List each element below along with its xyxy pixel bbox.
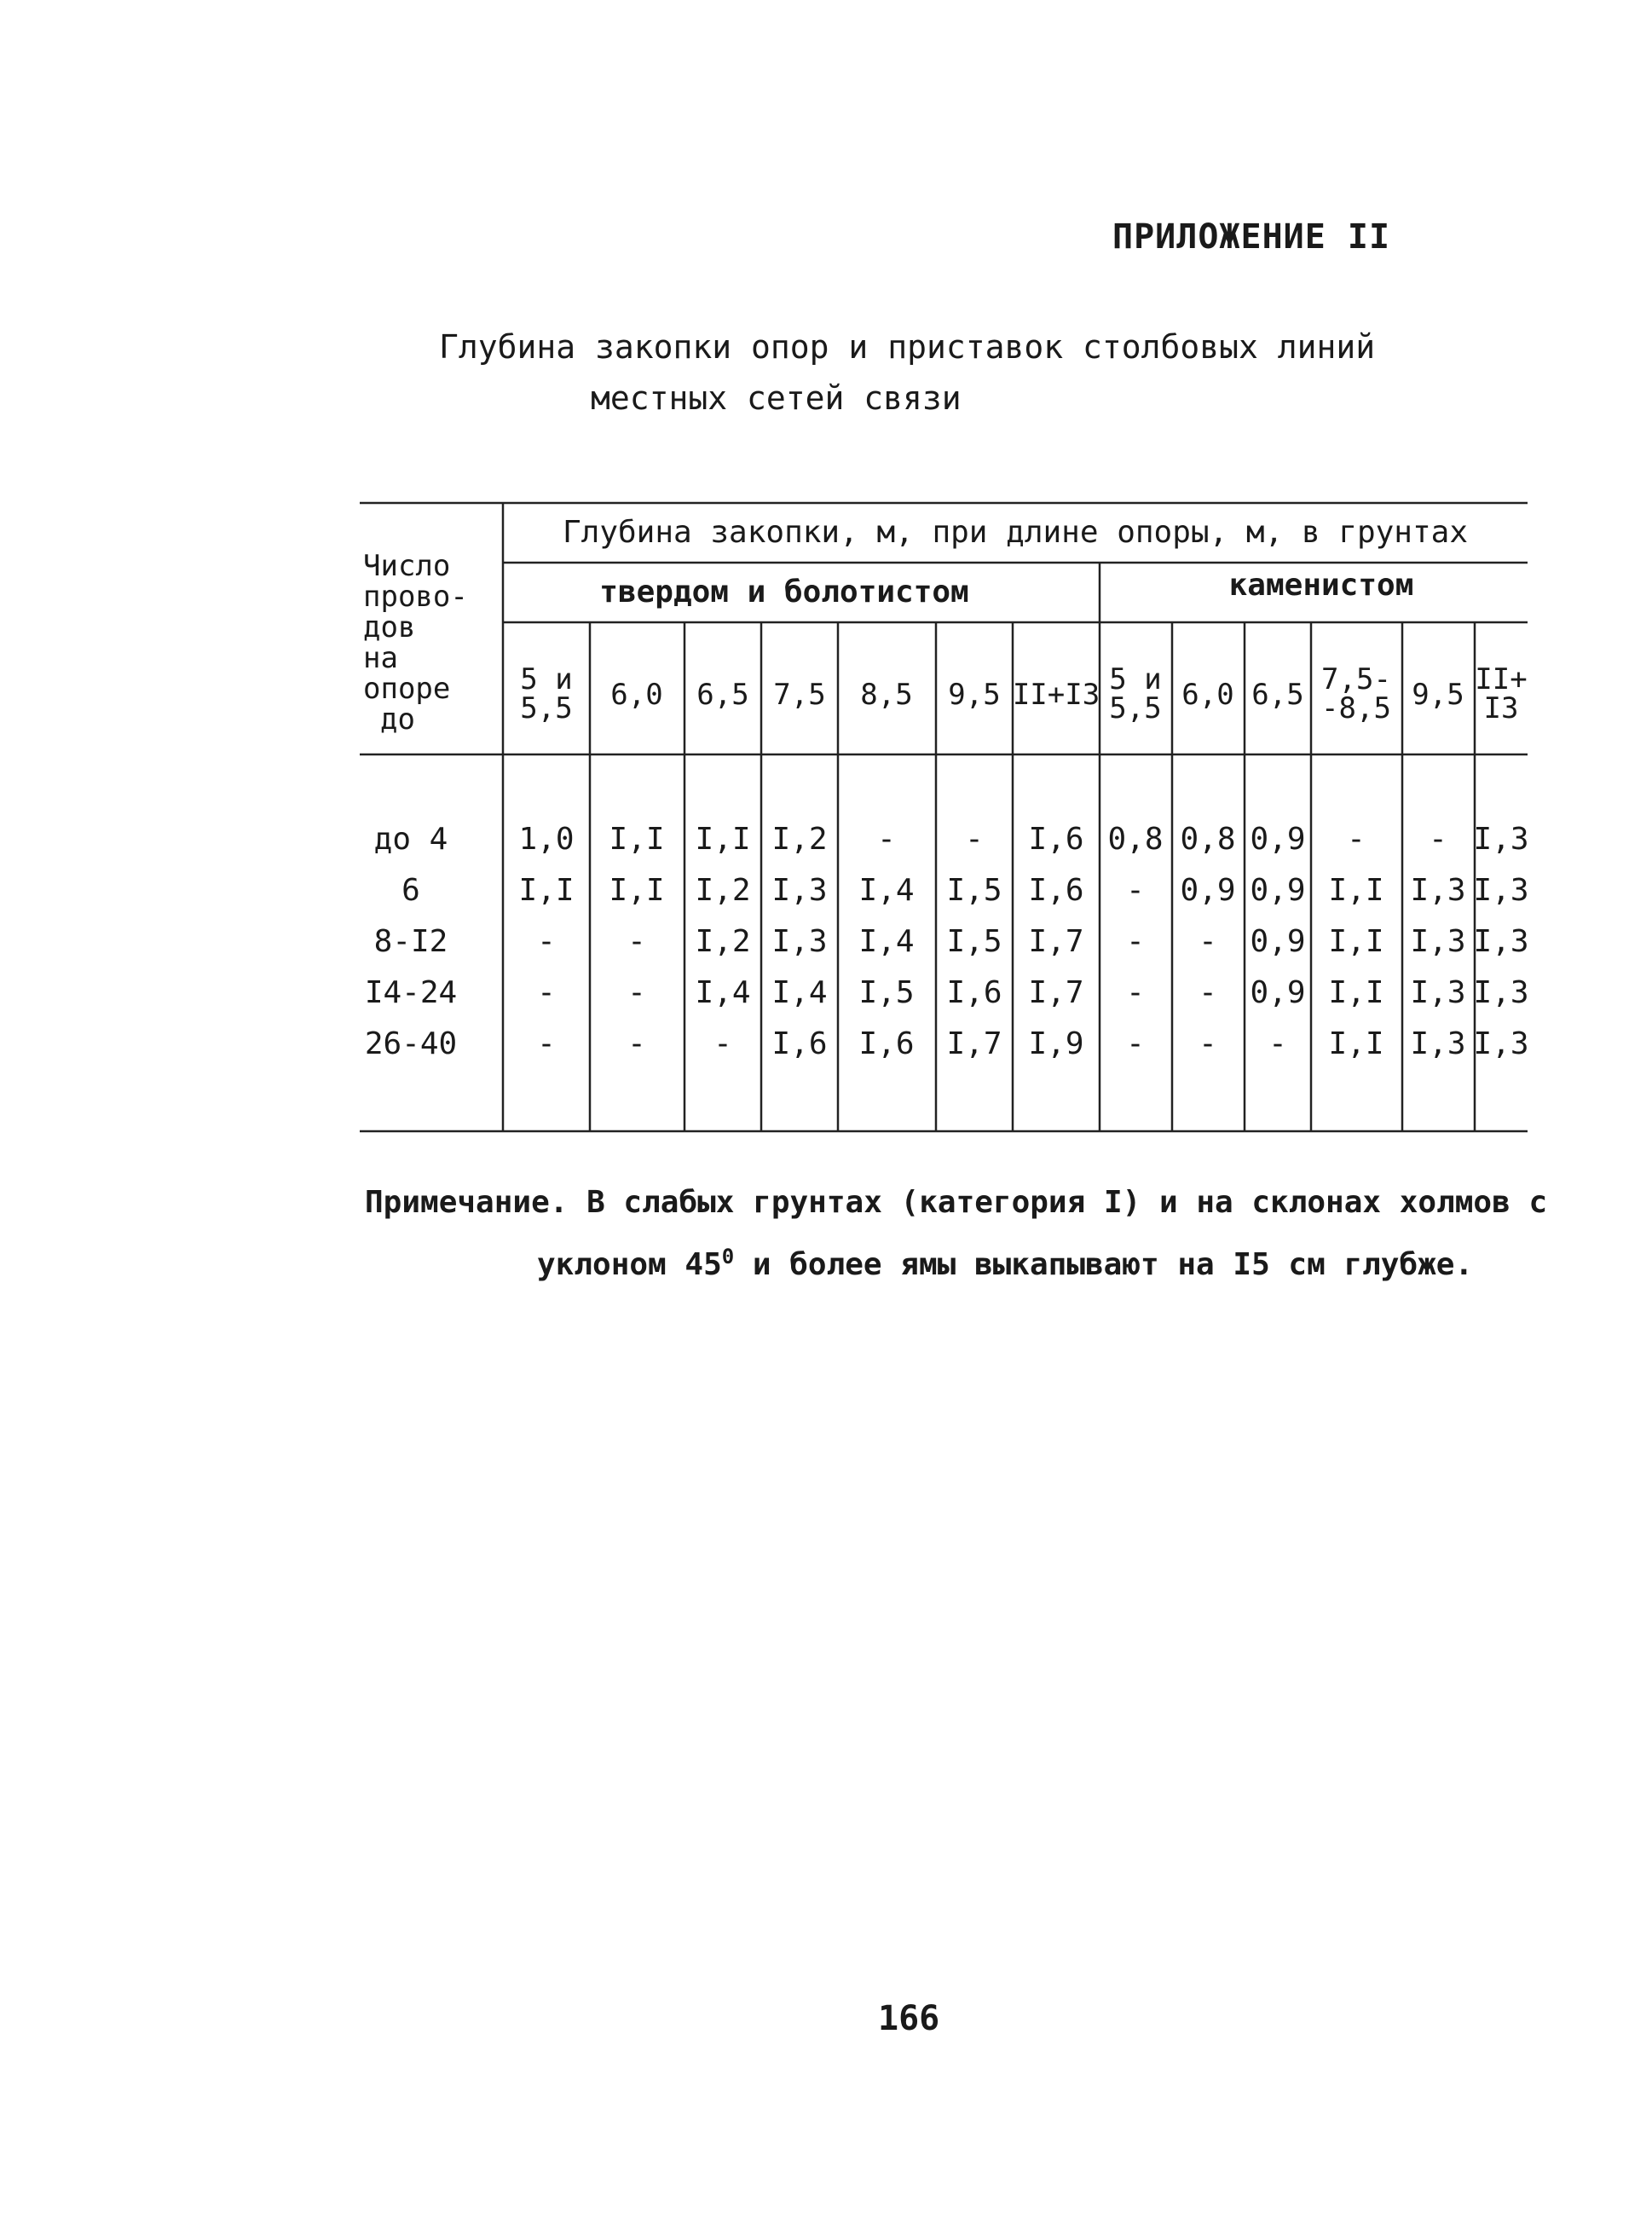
table-cell: 0,9 [1250, 873, 1306, 908]
row-label: 26-40 [364, 1026, 458, 1061]
table-cell: I,6 [858, 1026, 915, 1061]
table-title-line2: местных сетей связи [591, 379, 962, 417]
row-header-line2: прово- [363, 580, 468, 614]
table-cell: I,3 [771, 873, 828, 908]
table-cell: 0,9 [1250, 924, 1306, 959]
table-cell: I,I [1328, 924, 1384, 959]
table-cell: I,3 [1473, 924, 1529, 959]
note-line2-post: и более ямы выкапывают на I5 см глубже. [734, 1247, 1474, 1282]
note-line1: Примечание. В слабых грунтах (категория I) и на склонах холмов с [365, 1185, 1548, 1220]
table-cell: - [1126, 873, 1145, 908]
table-cell: I,5 [946, 873, 1002, 908]
table-cell: I,2 [695, 924, 751, 959]
table-cell: 0,8 [1180, 822, 1236, 857]
column-header: 6,5 [1251, 678, 1304, 712]
column-header: 7,5 [773, 678, 826, 712]
column-header: II+I3 [1012, 678, 1100, 712]
note-line2 [537, 1245, 1473, 1282]
table-cell: - [537, 975, 556, 1010]
group-header-hard-swampy: твердом и болотистом [599, 575, 969, 610]
table-cell: 0,9 [1180, 873, 1236, 908]
table-cell: - [965, 822, 984, 857]
table-cell: I,7 [946, 1026, 1002, 1061]
table-cell: I,3 [771, 924, 828, 959]
table-cell: I,I [695, 822, 751, 857]
column-header: 5,5 [1109, 691, 1162, 725]
table-cell: I,3 [1410, 1026, 1466, 1061]
table-cell: I,I [609, 822, 665, 857]
row-label: 8-I2 [373, 924, 448, 959]
row-label: до 4 [373, 822, 448, 857]
row-header-line6: до [380, 702, 415, 737]
table-cell: 0,9 [1250, 822, 1306, 857]
column-header: 9,5 [1412, 678, 1464, 712]
column-header: 5 и [520, 662, 573, 696]
table-cell: - [1429, 822, 1447, 857]
note-line2-pre: уклоном 45 [537, 1247, 722, 1282]
column-header: 7,5- [1321, 662, 1391, 696]
table-cell: - [537, 924, 556, 959]
table-cell: - [713, 1026, 732, 1061]
appendix-label: ПРИЛОЖЕНИЕ II [1112, 217, 1391, 257]
table-cell: I,5 [858, 975, 915, 1010]
column-header: 6,0 [1181, 678, 1234, 712]
column-header: II+ [1475, 662, 1528, 696]
column-header: 8,5 [860, 678, 913, 712]
column-header: 5,5 [520, 691, 573, 725]
table-cell: I,5 [946, 924, 1002, 959]
table-cell: I,3 [1473, 975, 1529, 1010]
table-cell: I,3 [1473, 1026, 1529, 1061]
row-label: 6 [401, 873, 420, 908]
table-cell: - [1199, 1026, 1217, 1061]
row-header-line5: опоре [363, 672, 451, 706]
table-cell: - [1126, 924, 1145, 959]
table-title-line1: Глубина закопки опор и приставок столбовых линий [439, 328, 1376, 366]
column-header: 6,5 [696, 678, 749, 712]
column-header: 9,5 [948, 678, 1001, 712]
row-header-line3: дов [363, 610, 416, 644]
table-cell: - [1347, 822, 1366, 857]
table-cell: - [877, 822, 896, 857]
table-cell: I,3 [1410, 873, 1466, 908]
table-cell: I,3 [1410, 975, 1466, 1010]
table-cell: I,7 [1028, 975, 1084, 1010]
row-label: I4-24 [364, 975, 458, 1010]
table-cell: I,6 [771, 1026, 828, 1061]
page-number: 166 [878, 1999, 940, 2038]
table-cell: I,7 [1028, 924, 1084, 959]
table-cell: I,3 [1473, 873, 1529, 908]
table-cell: - [1126, 975, 1145, 1010]
table-cell: I,6 [1028, 873, 1084, 908]
column-header: 5 и [1109, 662, 1162, 696]
table-cell: 0,8 [1107, 822, 1164, 857]
table-cell: - [627, 1026, 646, 1061]
table-cell: 0,9 [1250, 975, 1306, 1010]
table-cell: I,2 [771, 822, 828, 857]
column-header: 6,0 [610, 678, 663, 712]
column-header: I3 [1483, 691, 1519, 725]
table-cell: - [627, 924, 646, 959]
table-cell: I,4 [771, 975, 828, 1010]
table-cell: I,3 [1410, 924, 1466, 959]
table-cell: I,9 [1028, 1026, 1084, 1061]
table-cell: I,I [1328, 1026, 1384, 1061]
table-cell: - [537, 1026, 556, 1061]
table-cell: I,4 [858, 924, 915, 959]
table-cell: I,I [1328, 873, 1384, 908]
table-cell: - [627, 975, 646, 1010]
table-cell: I,4 [858, 873, 915, 908]
table-cell: I,I [1328, 975, 1384, 1010]
main-header: Глубина закопки, м, при длине опоры, м, в грунтах [562, 515, 1469, 550]
depth-table [358, 499, 1530, 1134]
table-cell: I,3 [1473, 822, 1529, 857]
row-header-line4: на [363, 641, 398, 675]
table-cell: - [1199, 975, 1217, 1010]
table-cell: - [1199, 924, 1217, 959]
table-cell: I,4 [695, 975, 751, 1010]
table-cell: I,I [609, 873, 665, 908]
table-cell: I,6 [1028, 822, 1084, 857]
column-header: -8,5 [1321, 691, 1391, 725]
table-cell: - [1126, 1026, 1145, 1061]
table-cell: 1,0 [518, 822, 575, 857]
table-cell: - [1268, 1026, 1287, 1061]
table-cell: I,6 [946, 975, 1002, 1010]
table-cell: I,I [518, 873, 575, 908]
note-degree-sup: 0 [721, 1245, 735, 1268]
table-cell: I,2 [695, 873, 751, 908]
group-header-stony: каменистом [1228, 568, 1414, 603]
row-header-line1: Число [363, 549, 451, 583]
